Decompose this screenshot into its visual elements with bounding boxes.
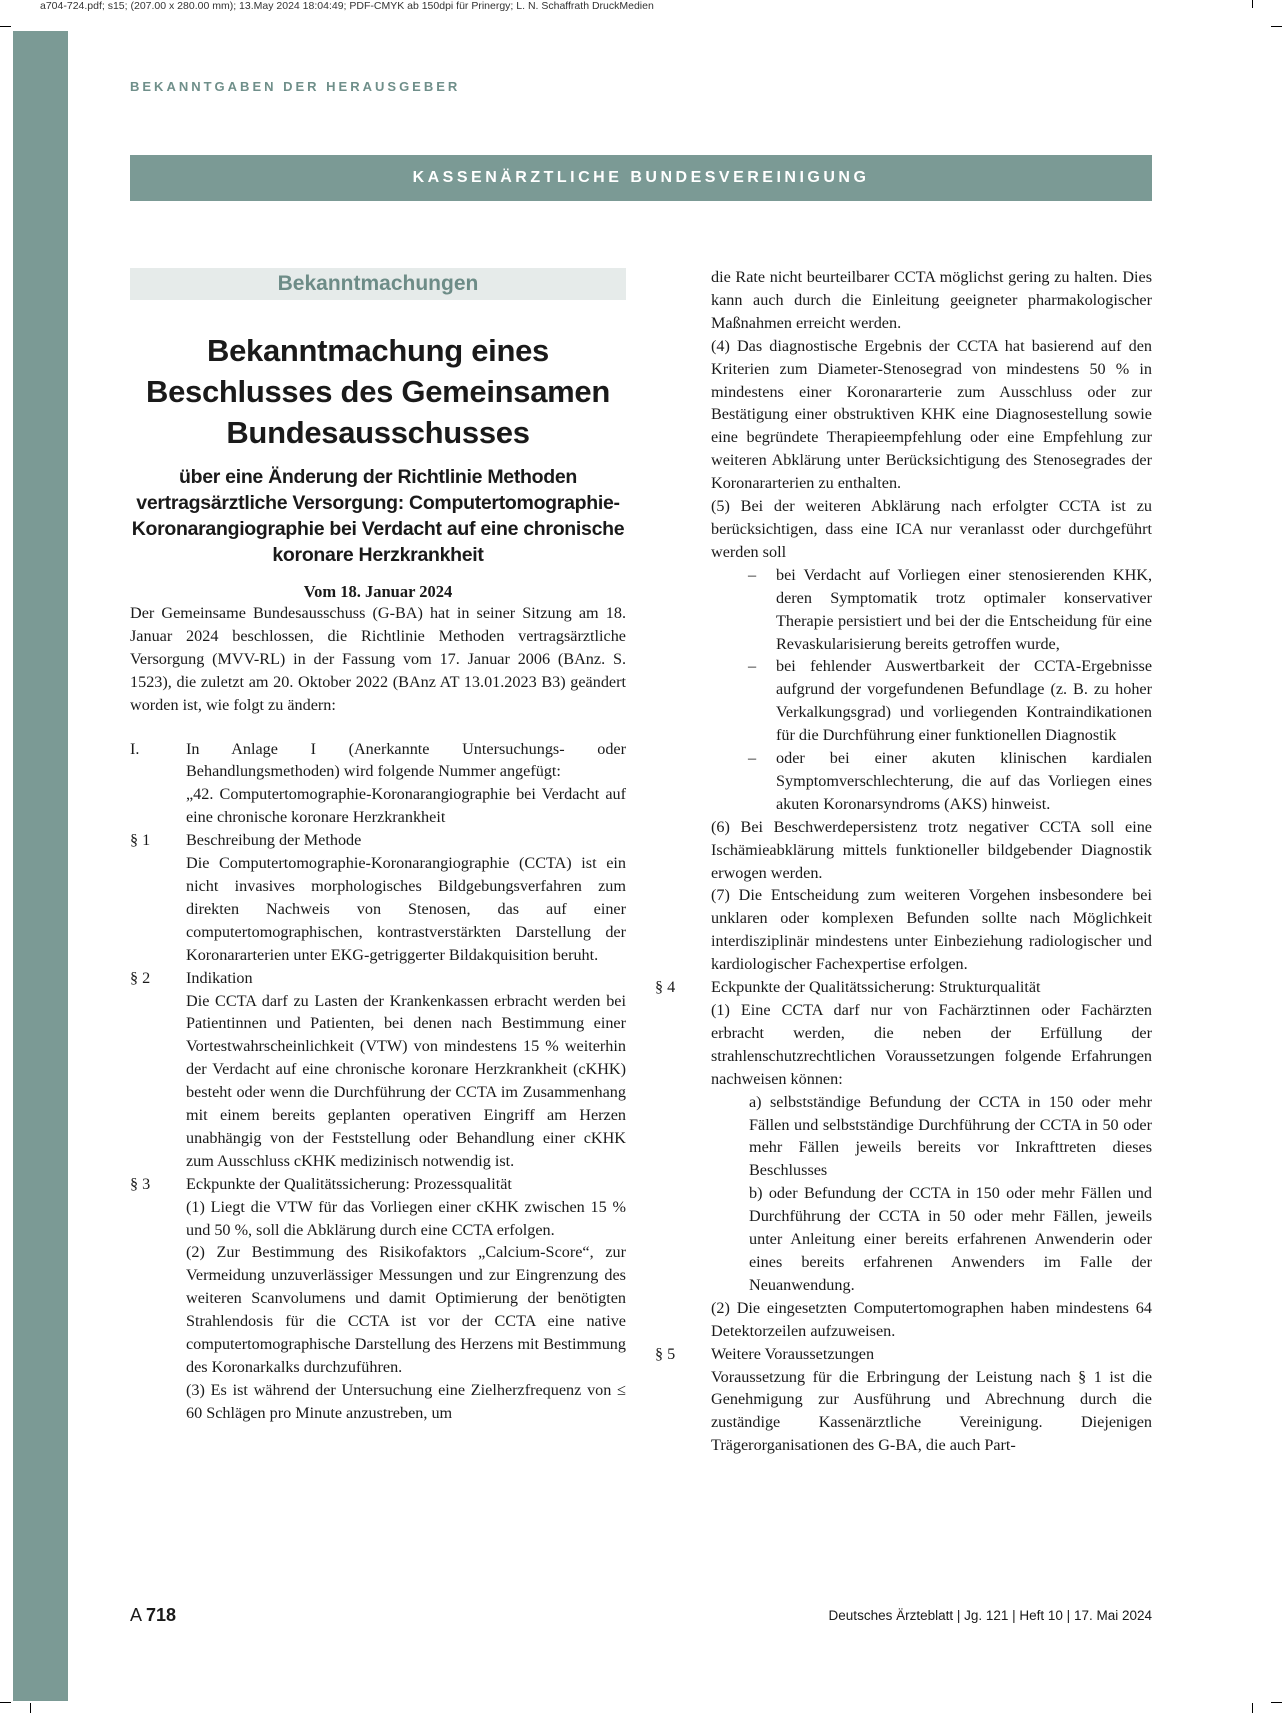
organization-banner: KASSENÄRZTLICHE BUNDESVEREINIGUNG (130, 155, 1152, 201)
section-number: § 4 (655, 978, 676, 997)
list-item-text: oder bei einer akuten klinischen kardialen Symptomverschlechterung, die auf das Vorliegen eines akuten Koronarsyndroms (AKS) hinweist. (776, 749, 1152, 813)
section-paragraph: (1) Liegt die VTW für das Vorliegen einer cKHK zwischen 15 % und 50 %, soll die Abklärung durch eine CCTA erfolgen. (186, 1197, 626, 1239)
section-paragraph: (6) Bei Beschwerdepersistenz trotz negativer CCTA soll eine Ischämieabklärung mittels funktioneller bildgebender Diagnostik erwogen werden. (711, 817, 1152, 882)
section-paragraph: (4) Das diagnostische Ergebnis der CCTA hat basierend auf den Kriterien zum Diameter-Stenosegrad von mindestens 50 % in mindestens einer Koronararterie zum Ausschluss oder zur Bestätigung einer obstruktiven KHK eine Diagnosestellung sowie eine begründete Therapieempfehlung oder eine Empfehlung zur weiteren Abklärung unter Berücksichtigung des Stenosegrades der Koronararterien zu enthalten. (711, 336, 1152, 493)
section-5 (655, 1343, 1152, 1458)
list-item (748, 564, 1152, 656)
section-label: BEKANNTGABEN DER HERAUSGEBER (130, 79, 461, 94)
section-body (711, 976, 1152, 1343)
crop-mark (1252, 1703, 1253, 1713)
section-heading: Eckpunkte der Qualitätssicherung: Strukturqualität (711, 978, 1041, 997)
section-paragraph: (2) Die eingesetzten Computertomographen haben mindestens 64 Detektorzeilen aufzuweisen. (711, 1298, 1152, 1340)
section-body (711, 1343, 1152, 1458)
section-heading: Eckpunkte der Qualitätssicherung: Prozessqualität (186, 1174, 512, 1193)
article-date: Vom 18. Januar 2024 (303, 582, 453, 601)
list-item (748, 747, 1152, 816)
section-paragraph: (1) Eine CCTA darf nur von Fachärztinnen oder Fachärzten erbracht werden, die neben der Erfüllung der strahlenschutzrechtlichen Voraussetzungen folgende Erfahrungen nachweisen können: (711, 1001, 1152, 1088)
decorative-sidebar-bar (13, 31, 68, 1701)
list-item-text: bei Verdacht auf Vorliegen einer stenosierenden KHK, deren Symptomatik trotz optimaler konservativer Therapie persistiert und bei der die Entscheidung für eine Revaskularisierung bereits getroffen wurde, (776, 565, 1152, 653)
left-column (130, 268, 626, 1425)
article-title: Bekanntmachung eines Beschlusses des Gemeinsamen Bundesausschusses (145, 333, 611, 450)
crop-mark (1252, 0, 1253, 8)
page-number (130, 1605, 176, 1626)
crop-mark (1271, 26, 1282, 27)
item-i (130, 738, 626, 830)
crop-mark (0, 1702, 11, 1703)
section-paragraph: (2) Zur Bestimmung des Risikofaktors „Calcium-Score“, zur Vermeidung unzuverlässiger Messungen und zur Eingrenzung des weiteren Scanvolumens und damit Optimierung der benötigten Strahlendosis für die CCTA ist vor der CCTA eine native computertomographische Darstellung des Herzens mit Bestimmung des Koronarkalks durchzuführen. (186, 1243, 626, 1376)
decision-items (130, 738, 626, 1425)
section-paragraph: die Rate nicht beurteilbarer CCTA möglichst gering zu halten. Dies kann auch durch die Einleitung geeigneter pharmakologischer Maßnahmen erreicht werden. (711, 268, 1152, 332)
section-number: § 2 (130, 968, 151, 987)
section-heading: Beschreibung der Methode (186, 831, 362, 850)
dash-list (748, 564, 1152, 816)
item-text: In Anlage I (Anerkannte Untersuchungs- oder Behandlungsmethoden) wird folgende Nummer angefügt: (186, 739, 626, 781)
section-body (186, 829, 626, 966)
item-body (186, 738, 626, 830)
section-text: Die Computertomographie-Koronarangiographie (CCTA) ist ein nicht invasives morphologisches Bildgebungsverfahren zum direkten Nachweis von Stenosen, das auf einer computertomographischen, kontrastverstärkten Darstellung der Koronararterien unter EKG-getriggerter Bildakquisition beruht. (186, 854, 626, 964)
section-heading: Weitere Voraussetzungen (711, 1344, 875, 1363)
section-number: § 1 (130, 831, 151, 850)
intro-paragraph: Der Gemeinsame Bundesausschuss (G-BA) hat in seiner Sitzung am 18. Januar 2024 beschlossen, die Richtlinie Methoden vertragsärztliche Versorgung (MVV-RL) in der Fassung vom 17. Januar 2006 (BAnz. S. 1523), die zuletzt am 20. Oktober 2022 (BAnz AT 13.01.2023 B3) geändert worden ist, wie folgt zu ändern: (130, 604, 626, 714)
crop-mark (1271, 1702, 1282, 1703)
section-body (186, 967, 626, 1173)
article-subtitle: über eine Änderung der Richtlinie Methoden vertragsärztliche Versorgung: Computertomographie-Koronarangiographie bei Verdacht auf eine chronische koronare Herzkrankheit (131, 466, 625, 566)
section-paragraph: (5) Bei der weiteren Abklärung nach erfolgter CCTA ist zu berücksichtigen, dass eine ICA nur veranlasst oder durchgeführt werden soll (711, 497, 1152, 561)
crop-mark (0, 26, 11, 27)
section-heading: Indikation (186, 968, 253, 987)
right-column (655, 266, 1152, 1457)
crop-mark (30, 1703, 31, 1713)
page-prefix: A (130, 1605, 142, 1625)
sub-item-a: a) selbstständige Befundung der CCTA in 150 oder mehr Fällen und selbstständige Durchführung der CCTA in 50 oder mehr Fällen jeweils bereits vor Inkrafttreten dieses Beschlusses (749, 1092, 1152, 1180)
section-2 (130, 967, 626, 1173)
section-paragraph: (7) Die Entscheidung zum weiteren Vorgehen insbesondere bei unklaren oder komplexen Befunden sollte nach Möglichkeit interdisziplinär mindestens unter Einbeziehung radiologischer und kardiologischer Fachexpertise erfolgen. (711, 886, 1152, 974)
section-number: § 3 (130, 1174, 151, 1193)
dash-marker: – (748, 657, 757, 676)
page-number-value: 718 (146, 1605, 177, 1625)
item-text: „42. Computertomographie-Koronarangiographie bei Verdacht auf eine chronische koronare Herzkrankheit (186, 785, 626, 827)
section-text: Voraussetzung für die Erbringung der Leistung nach § 1 ist die Genehmigung zur Ausführung und Abrechnung durch die zuständige Kassenärztliche Vereinigung. Diejenigen Trägerorganisationen des G-BA, die auch Part- (711, 1367, 1152, 1455)
item-label: I. (130, 739, 140, 758)
journal-citation: Deutsches Ärzteblatt | Jg. 121 | Heft 10 | 17. Mai 2024 (828, 1608, 1152, 1623)
category-label: Bekanntmachungen (130, 268, 626, 300)
section-number: § 5 (655, 1344, 676, 1363)
section-1 (130, 829, 626, 966)
section-4 (655, 976, 1152, 1343)
dash-marker: – (748, 749, 757, 768)
list-item-text: bei fehlender Auswertbarkeit der CCTA-Ergebnisse aufgrund der vorgefundenen Befundlage (z. B. zu hoher Verkalkungsgrad) und vorliegenden Kontraindikationen für die Durchführung einer funktionellen Diagnostik (776, 657, 1152, 745)
sub-item-b: b) oder Befundung der CCTA in 150 oder mehr Fällen und Durchführung der CCTA in 50 oder mehr Fällen, jeweils unter Anleitung einer bereits erfahrenen Anwenderin oder eines bereits erfahrenen Anwenders im Falle der Neuanwendung. (749, 1184, 1152, 1294)
list-item (748, 655, 1152, 747)
section-body (186, 1173, 626, 1425)
section-text: Die CCTA darf zu Lasten der Krankenkassen erbracht werden bei Patientinnen und Patienten, bei denen nach Bestimmung einer Vortestwahrscheinlichkeit (VTW) von mindestens 15 % weiterhin der Verdacht auf eine chronische koronare Herzkrankheit (cKHK) besteht oder wenn die Durchführung der CCTA im Zusammenhang mit einem bereits geplanten operativen Eingriff am Herzen unabhängig von der Feststellung oder Behandlung einer cKHK zum Ausschluss cKHK medizinisch notwendig ist. (186, 991, 626, 1170)
dash-marker: – (748, 565, 757, 584)
section-paragraph: (3) Es ist während der Untersuchung eine Zielherzfrequenz von ≤ 60 Schlägen pro Minute anzustreben, um (186, 1380, 626, 1422)
section-3 (130, 1173, 626, 1425)
print-info-line: a704-724.pdf; s15; (207.00 x 280.00 mm); 13.May 2024 18:04:49; PDF-CMYK ab 150dpi für Prinergy; L. N. Schaffrath DruckMedien (40, 0, 654, 12)
